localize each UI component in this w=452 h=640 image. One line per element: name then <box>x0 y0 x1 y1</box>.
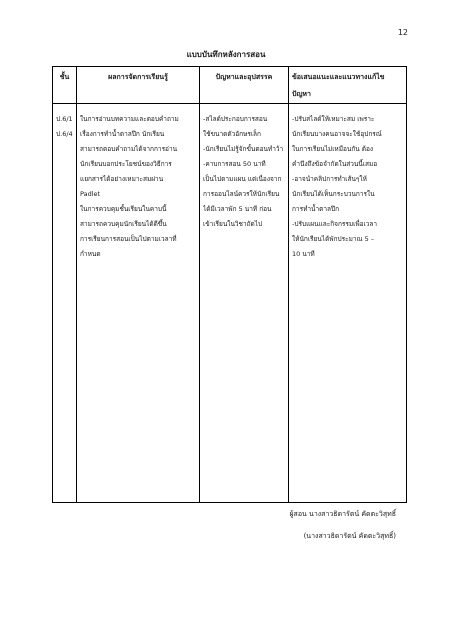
suggestion-line: ให้นักเรียนได้พักประมาณ 5 – <box>292 235 375 243</box>
cell-suggestions <box>289 104 407 503</box>
learning-result-line: ในการควบคุมชั้นเรียนในคาบนี้ <box>80 205 167 213</box>
learning-result-line: กำหนด <box>80 250 101 258</box>
problem-line: -คาบการสอน 50 นาที <box>203 160 266 168</box>
table-row <box>53 104 407 503</box>
learning-result-line: Padlet <box>80 190 101 198</box>
problem-line: เข้าเรียนในวิชาถัดไป <box>203 220 263 228</box>
header-suggestions-line-2: ปัญหา <box>292 90 311 98</box>
teacher-name-parenthesized: (นางสาวธิดารัตน์ คัดตะวิสุทธิ์) <box>303 532 396 540</box>
cell-grade <box>53 104 77 503</box>
suggestion-line: นักเรียนบางคนอาจจะใช้อุปกรณ์ <box>292 130 382 138</box>
problem-line: -สไลด์ประกอบการสอน <box>203 115 268 123</box>
table-header-row <box>53 67 407 104</box>
document-title: แบบบันทึกหลังการสอน <box>186 50 266 59</box>
learning-result-line: ในการอ่านบทความและตอบคำถาม <box>80 115 179 123</box>
learning-result-line: นักเรียนบอกประโยชน์ของวิธีการ <box>80 160 172 168</box>
learning-result-line: การเรียนการสอนเป็นไปตามเวลาที่ <box>80 235 177 243</box>
cell-problems <box>200 104 289 503</box>
suggestion-line: -ปรับแผนและกิจกรรมเพื่อเวลา <box>292 220 378 228</box>
problem-line: การออนไลน์ควรให้นักเรียน <box>203 190 280 198</box>
header-learning-result: ผลการจัดการเรียนรู้ <box>77 67 200 104</box>
problem-line: เป็นไปตามแผน แต่เนื่องจาก <box>203 175 282 183</box>
learning-result-line: เรื่องการทำน้ำตาลปึก นักเรียน <box>80 130 165 138</box>
post-teaching-record-table <box>52 66 407 503</box>
suggestion-line: -อาจนำคลิปการทำเส้นๆให้ <box>292 175 367 183</box>
learning-result-line: สามารถตอบคำถามได้จากการอ่าน <box>80 145 178 153</box>
problem-line: -นักเรียนไม่รู้จักขั้นตอนทำว้า <box>203 145 284 153</box>
suggestion-line: คำนึงถึงข้อจำกัดในส่วนนี้เสมอ <box>292 160 378 168</box>
header-problems: ปัญหาและอุปสรรค <box>200 67 289 104</box>
suggestion-line: 10 นาที <box>292 250 315 258</box>
header-suggestions-line-1: ข้อเสนอแนะและแนวทางแก้ไข <box>292 73 385 81</box>
suggestion-line: ในการเรียนไม่เหมือนกัน ต้อง <box>292 145 374 153</box>
teacher-signature-line: ผู้สอน นางสาวธิดารัตน์ คัดตะวิสุทธิ์ <box>289 510 396 518</box>
grade-line: ป.6/1 <box>56 115 73 123</box>
suggestion-line: -ปรับสไลด์ให้เหมาะสม เพราะ <box>292 115 375 123</box>
suggestion-line: การทำน้ำตาลปึก <box>292 205 340 213</box>
problem-line: ใช้ขนาดตัวอักษรเล็ก <box>203 130 261 138</box>
learning-result-line: สามารถควบคุมนักเรียนได้ดีขึ้น <box>80 220 167 228</box>
suggestion-line: นักเรียนได้เห็นกระบวนการใน <box>292 190 375 198</box>
header-grade: ชั้น <box>53 67 77 104</box>
cell-learning-result <box>77 104 200 503</box>
header-suggestions <box>289 67 407 104</box>
problem-line: ได้มีเวลาพัก 5 นาที ก่อน <box>203 205 272 213</box>
learning-result-line: แยกสารได้อย่างเหมาะสมผ่าน <box>80 175 164 183</box>
page-number: 12 <box>397 28 408 37</box>
grade-line: ป.6/4 <box>56 130 73 138</box>
